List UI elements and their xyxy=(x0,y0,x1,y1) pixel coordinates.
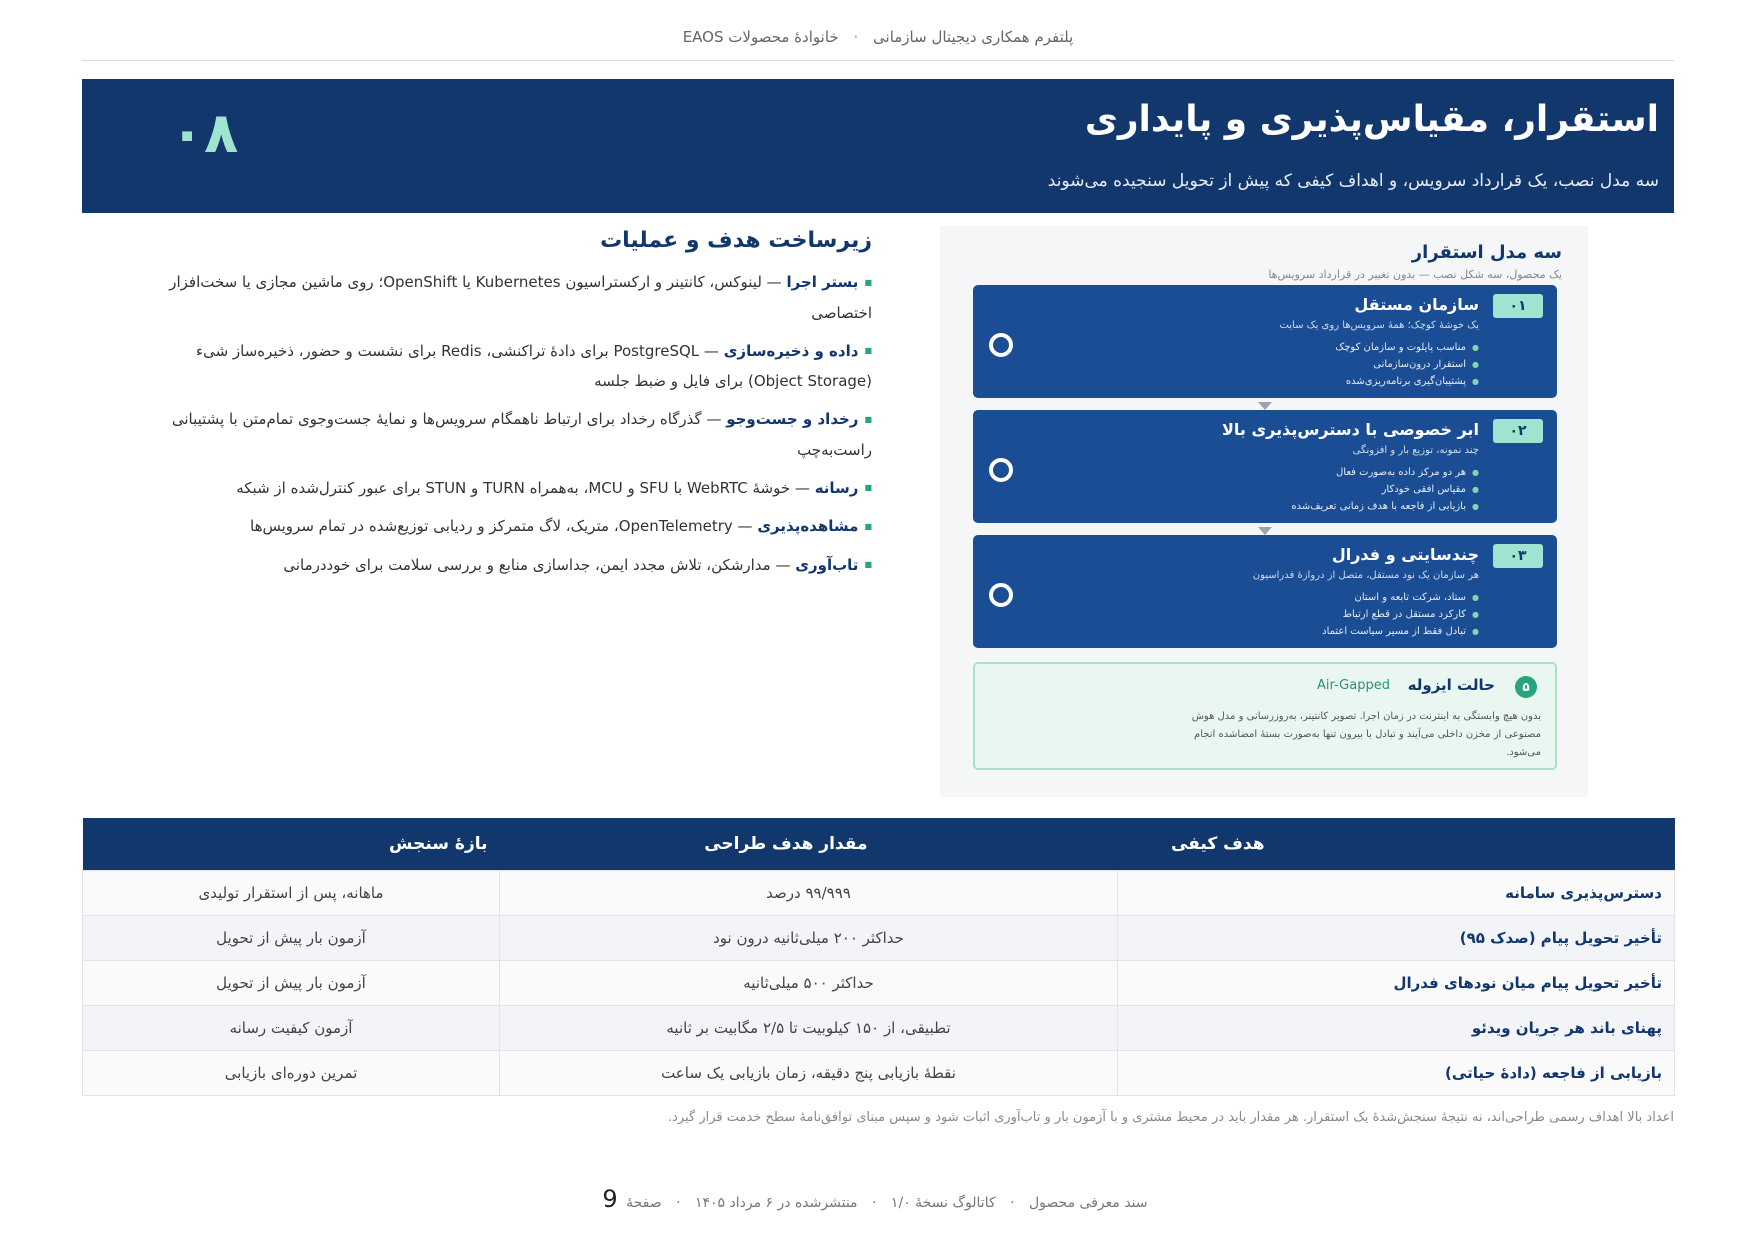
model-name: سازمان مستقل xyxy=(1354,295,1479,314)
model-card-private-cloud xyxy=(973,410,1557,523)
model-bullet: ● کارکرد مستقل در قطع ارتباط xyxy=(1322,606,1479,623)
model-bullets xyxy=(1291,464,1479,515)
ring-icon xyxy=(989,458,1013,482)
infrastructure-section xyxy=(140,228,872,588)
list-item xyxy=(140,267,872,328)
item-term: داده و ذخیره‌سازی xyxy=(723,341,859,360)
metric-cell: تأخیر تحویل پیام (صدک ۹۵) xyxy=(1118,916,1675,961)
models-title: سه مدل استقرار xyxy=(1411,242,1562,263)
list-item xyxy=(140,511,872,542)
section-title: استقرار، مقیاس‌پذیری و پایداری xyxy=(1084,99,1659,140)
ring-icon xyxy=(989,333,1013,357)
column-header-metric: هدف کیفی xyxy=(1118,818,1675,871)
header-family: خانوادهٔ محصولات EAOS xyxy=(682,28,839,46)
footer-page-label: صفحهٔ xyxy=(626,1195,662,1211)
model-description: هر سازمان یک نود مستقل، متصل از دروازهٔ فدراسیون xyxy=(1252,570,1479,581)
window-cell: ماهانه، پس از استقرار تولیدی xyxy=(83,871,500,916)
value-cell: ۹۹/۹۹۹ درصد xyxy=(500,871,1118,916)
item-text: — خوشهٔ WebRTC با SFU و MCU، به‌همراه TURN و STUN برای عبور کنترل‌شده از شبکه xyxy=(236,478,815,497)
table-row xyxy=(83,961,1675,1006)
infrastructure-list xyxy=(140,267,872,580)
table-row xyxy=(83,916,1675,961)
airgap-description: بدون هیچ وابستگی به اینترنت در زمان اجرا. تصویر کانتینر، به‌روزرسانی و مدل هوش مصنوعی از مخزن داخلی می‌آیند و تبادل با بیرون تنها به‌صورت بستهٔ امضاشده انجام می‌شود. xyxy=(1191,711,1541,758)
airgap-card xyxy=(973,662,1557,770)
item-text: — لینوکس، کانتینر و ارکستراسیون Kubernetes یا OpenShift؛ روی ماشین مجازی یا سخت‌افزار اختصاصی xyxy=(169,273,872,322)
item-text: — مدارشکن، تلاش مجدد ایمن، جداسازی منابع و بررسی سلامت برای خوددرمانی xyxy=(283,555,796,574)
down-arrow-icon xyxy=(1258,402,1272,410)
item-term: رسانه xyxy=(814,478,859,497)
model-name: ابر خصوصی با دسترس‌پذیری بالا xyxy=(1221,420,1479,439)
footer-separator: · xyxy=(1010,1195,1015,1211)
model-bullet: ● مناسب پایلوت و سازمان کوچک xyxy=(1335,339,1479,356)
metric-cell: دسترس‌پذیری سامانه xyxy=(1118,871,1675,916)
section-subtitle: سه مدل نصب، یک قرارداد سرویس، و اهداف کیفی که پیش از تحویل سنجیده می‌شوند xyxy=(1047,171,1659,191)
list-item xyxy=(140,473,872,504)
model-number: ۰۱ xyxy=(1493,294,1543,318)
metric-cell: پهنای باند هر جریان ویدئو xyxy=(1118,1006,1675,1051)
table-row xyxy=(83,871,1675,916)
value-cell: نقطهٔ بازیابی پنج دقیقه، زمان بازیابی یک ساعت xyxy=(500,1051,1118,1096)
footer-separator: · xyxy=(676,1195,681,1211)
running-header xyxy=(82,28,1674,61)
value-cell: تطبیقی، از ۱۵۰ کیلوبیت تا ۲/۵ مگابیت بر ثانیه xyxy=(500,1006,1118,1051)
section-banner xyxy=(82,79,1674,213)
model-number: ۰۳ xyxy=(1493,544,1543,568)
page-number: 9 xyxy=(602,1185,618,1213)
table-row xyxy=(83,1006,1675,1051)
chapter-number: ۰۸ xyxy=(170,101,239,166)
model-bullet: ● ستاد، شرکت تابعه و استان xyxy=(1322,589,1479,606)
model-bullet: ● بازیابی از فاجعه با هدف زمانی تعریف‌شده xyxy=(1291,498,1479,515)
infrastructure-title: زیرساخت هدف و عملیات xyxy=(600,228,872,253)
item-text: — PostgreSQL برای دادهٔ تراکنشی، Redis برای نشست و حضور، ذخیره‌ساز شیء (Object Storage) برای فایل و ضبط جلسه xyxy=(196,341,872,390)
window-cell: آزمون کیفیت رسانه xyxy=(83,1006,500,1051)
item-term: رخداد و جست‌وجو xyxy=(726,410,859,428)
column-header-value: مقدار هدف طراحی xyxy=(500,818,1118,871)
airgap-badge: ۵ xyxy=(1515,676,1537,698)
list-item xyxy=(140,550,872,581)
list-item xyxy=(140,404,872,465)
list-item xyxy=(140,336,872,397)
ring-icon xyxy=(989,583,1013,607)
model-bullet: ● تبادل فقط از مسیر سیاست اعتماد xyxy=(1322,623,1479,640)
window-cell: آزمون بار پیش از تحویل xyxy=(83,961,500,1006)
model-description: چند نمونه، توزیع بار و افزونگی xyxy=(1352,445,1479,456)
footer-version: کاتالوگ نسخهٔ ۱/۰ xyxy=(890,1195,996,1211)
model-card-federated xyxy=(973,535,1557,648)
footer-separator: · xyxy=(872,1195,877,1211)
model-bullets xyxy=(1335,339,1479,390)
header-platform: پلتفرم همکاری دیجیتال سازمانی xyxy=(873,28,1074,46)
models-subtitle: یک محصول، سه شکل نصب — بدون تغییر در قرارداد سرویس‌ها xyxy=(1268,268,1562,281)
airgap-latin-name: Air-Gapped xyxy=(1317,678,1390,693)
model-description: یک خوشهٔ کوچک؛ همهٔ سرویس‌ها روی یک سایت xyxy=(1279,320,1479,331)
model-card-standalone xyxy=(973,285,1557,398)
footer-doc: سند معرفی محصول xyxy=(1029,1195,1148,1211)
model-name: چندسایتی و فدرال xyxy=(1331,545,1479,564)
deployment-models-panel xyxy=(940,226,1588,797)
model-bullet: ● استقرار درون‌سازمانی xyxy=(1335,356,1479,373)
window-cell: تمرین دوره‌ای بازیابی xyxy=(83,1051,500,1096)
airgap-name: حالت ایزوله xyxy=(1407,676,1495,694)
quality-targets-table xyxy=(82,818,1675,1096)
table-header-row xyxy=(83,818,1675,871)
metric-cell: تأخیر تحویل پیام میان نودهای فدرال xyxy=(1118,961,1675,1006)
metric-cell: بازیابی از فاجعه (دادهٔ حیاتی) xyxy=(1118,1051,1675,1096)
value-cell: حداکثر ۵۰۰ میلی‌ثانیه xyxy=(500,961,1118,1006)
item-text: — OpenTelemetry، متریک، لاگ متمرکز و ردیابی توزیع‌شده در تمام سرویس‌ها xyxy=(250,517,758,535)
model-bullet: ● هر دو مرکز داده به‌صورت فعال xyxy=(1291,464,1479,481)
column-header-window: بازهٔ سنجش xyxy=(83,818,500,871)
window-cell: آزمون بار پیش از تحویل xyxy=(83,916,500,961)
item-term: مشاهده‌پذیری xyxy=(757,517,859,535)
down-arrow-icon xyxy=(1258,527,1272,535)
model-bullet: ● پشتیبان‌گیری برنامه‌ریزی‌شده xyxy=(1335,373,1479,390)
table-row xyxy=(83,1051,1675,1096)
model-number: ۰۲ xyxy=(1493,419,1543,443)
model-bullet: ● مقیاس افقی خودکار xyxy=(1291,481,1479,498)
page-footer xyxy=(0,1185,1750,1213)
table-footnote: اعداد بالا اهداف رسمی طراحی‌اند، نه نتیجهٔ سنجش‌شدهٔ یک استقرار. هر مقدار باید در محیط مشتری و با آزمون بار و تاب‌آوری اثبات شود و سپس مبنای توافق‌نامهٔ سطح خدمت قرار گیرد. xyxy=(668,1110,1674,1125)
model-bullets xyxy=(1322,589,1479,640)
header-separator: · xyxy=(853,28,859,46)
item-term: تاب‌آوری xyxy=(795,555,859,574)
item-text: — گذرگاه رخداد برای ارتباط ناهمگام سرویس‌ها و نمایهٔ جست‌وجوی تمام‌متن با پشتیبانی راست‌به‌چپ xyxy=(171,410,872,459)
item-term: بستر اجرا xyxy=(786,273,859,291)
footer-published: منتشرشده در ۶ مرداد ۱۴۰۵ xyxy=(694,1195,858,1211)
value-cell: حداکثر ۲۰۰ میلی‌ثانیه درون نود xyxy=(500,916,1118,961)
